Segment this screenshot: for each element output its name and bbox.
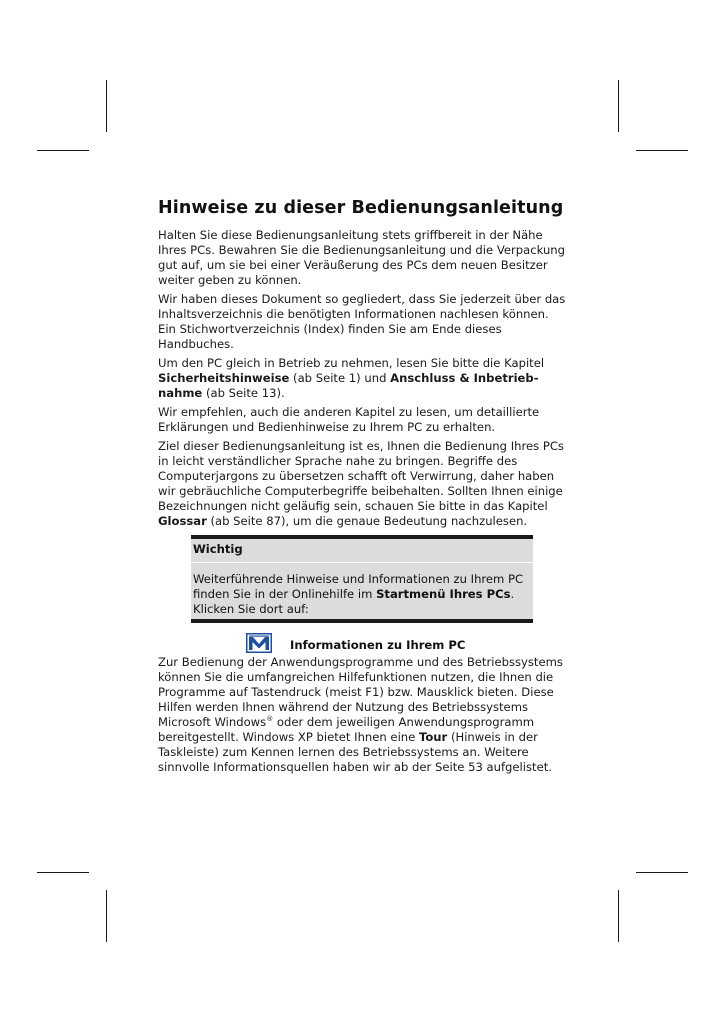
help-entry-label: Informationen zu Ihrem PC — [290, 638, 466, 652]
crop-mark — [618, 890, 619, 942]
text: oder dem jeweiligen Anwendungsprogramm bereitgestellt. Windows XP bietet Ihnen eine — [158, 715, 535, 744]
crop-mark — [636, 150, 688, 151]
text: (ab Seite 1) und — [289, 371, 391, 385]
crop-mark — [37, 150, 89, 151]
crop-mark — [618, 80, 619, 132]
crop-mark — [636, 872, 688, 873]
page-title: Hinweise zu dieser Bedienungsanleitung — [158, 198, 564, 218]
chapter-link-glossary: Glossar — [158, 514, 207, 528]
text: Um den PC gleich in Betrieb zu nehmen, lesen Sie bitte die Kapitel — [158, 356, 545, 370]
page-content — [158, 198, 568, 779]
important-note-box — [191, 535, 533, 623]
crop-mark — [37, 872, 89, 873]
paragraph-recommendation: Wir empfehlen, auch die anderen Kapitel zu lesen, um detaillierte Erklärungen und Bedienhinweise zu Ihrem PC zu erhalten. — [158, 405, 540, 434]
text: (ab Seite 87), um die genaue Bedeutung nachzulesen. — [206, 514, 528, 528]
medion-logo-icon — [246, 633, 272, 653]
crop-mark — [106, 890, 107, 942]
text: (Hinweis in der Taskleiste) zum Kennen lernen des Betriebssystems an. Weitere sinnvolle Informationsquellen haben wir ab der Seite 53 aufgelistet. — [158, 730, 552, 774]
text: . Klicken Sie dort auf: — [193, 587, 515, 616]
note-body — [191, 572, 533, 617]
paragraph-help-functions — [158, 655, 568, 775]
registered-mark: ® — [266, 715, 274, 724]
paragraph-getting-started — [158, 356, 568, 401]
chapter-link-safety: Sicherheitshinweise — [158, 371, 290, 385]
crop-mark — [106, 80, 107, 132]
paragraph-structure: Wir haben dieses Dokument so gegliedert, dass Sie jederzeit über das Inhaltsverzeichnis die benötigten Informationen nachlesen können. Ein Stichwortverzeichnis (Index) finden Sie am Ende dieses Handbuches. — [158, 292, 566, 351]
chapter-link-setup: Anschluss & Inbetriebnahme — [158, 371, 539, 400]
text: Weiterführende Hinweise und Informationen zu Ihrem PC finden Sie in der Onlinehilfe im — [193, 572, 524, 601]
text: (ab Seite 13). — [202, 386, 285, 400]
start-menu-reference: Startmenü Ihres PCs — [376, 587, 511, 601]
paragraph-keep-manual: Halten Sie diese Bedienungsanleitung stets griffbereit in der Nähe Ihres PCs. Bewahren Sie die Bedienungsanleitung und die Verpackung gut auf, um sie bei einer Veräußerung des PCs dem neuen Besitzer weiter geben zu können. — [158, 228, 566, 287]
note-heading: Wichtig — [191, 542, 533, 563]
tour-reference: Tour — [418, 730, 448, 744]
paragraph-goal — [158, 439, 568, 529]
text: Zur Bedienung der Anwendungsprogramme und des Betriebssystems können Sie die umfangreichen Hilfefunktionen nutzen, die Ihnen die Programme auf Tastendruck (meist F1) bzw. Mausklick bieten. Diese Hilfen werden Ihnen während der Nutzung des Betriebssystems Microsoft Windows — [158, 655, 563, 729]
help-entry — [246, 633, 568, 653]
text: Ziel dieser Bedienungsanleitung ist es, Ihnen die Bedienung Ihres PCs in leicht verständlicher Sprache nahe zu bringen. Begriffe des Computerjargons zu übersetzen schafft oft Verwirrung, daher haben wir gebräuchliche Computerbegriffe beibehalten. Sollten Ihnen einige Bezeichnungen nicht geläufig sein, schauen Sie bitte in das Kapitel — [158, 439, 564, 513]
